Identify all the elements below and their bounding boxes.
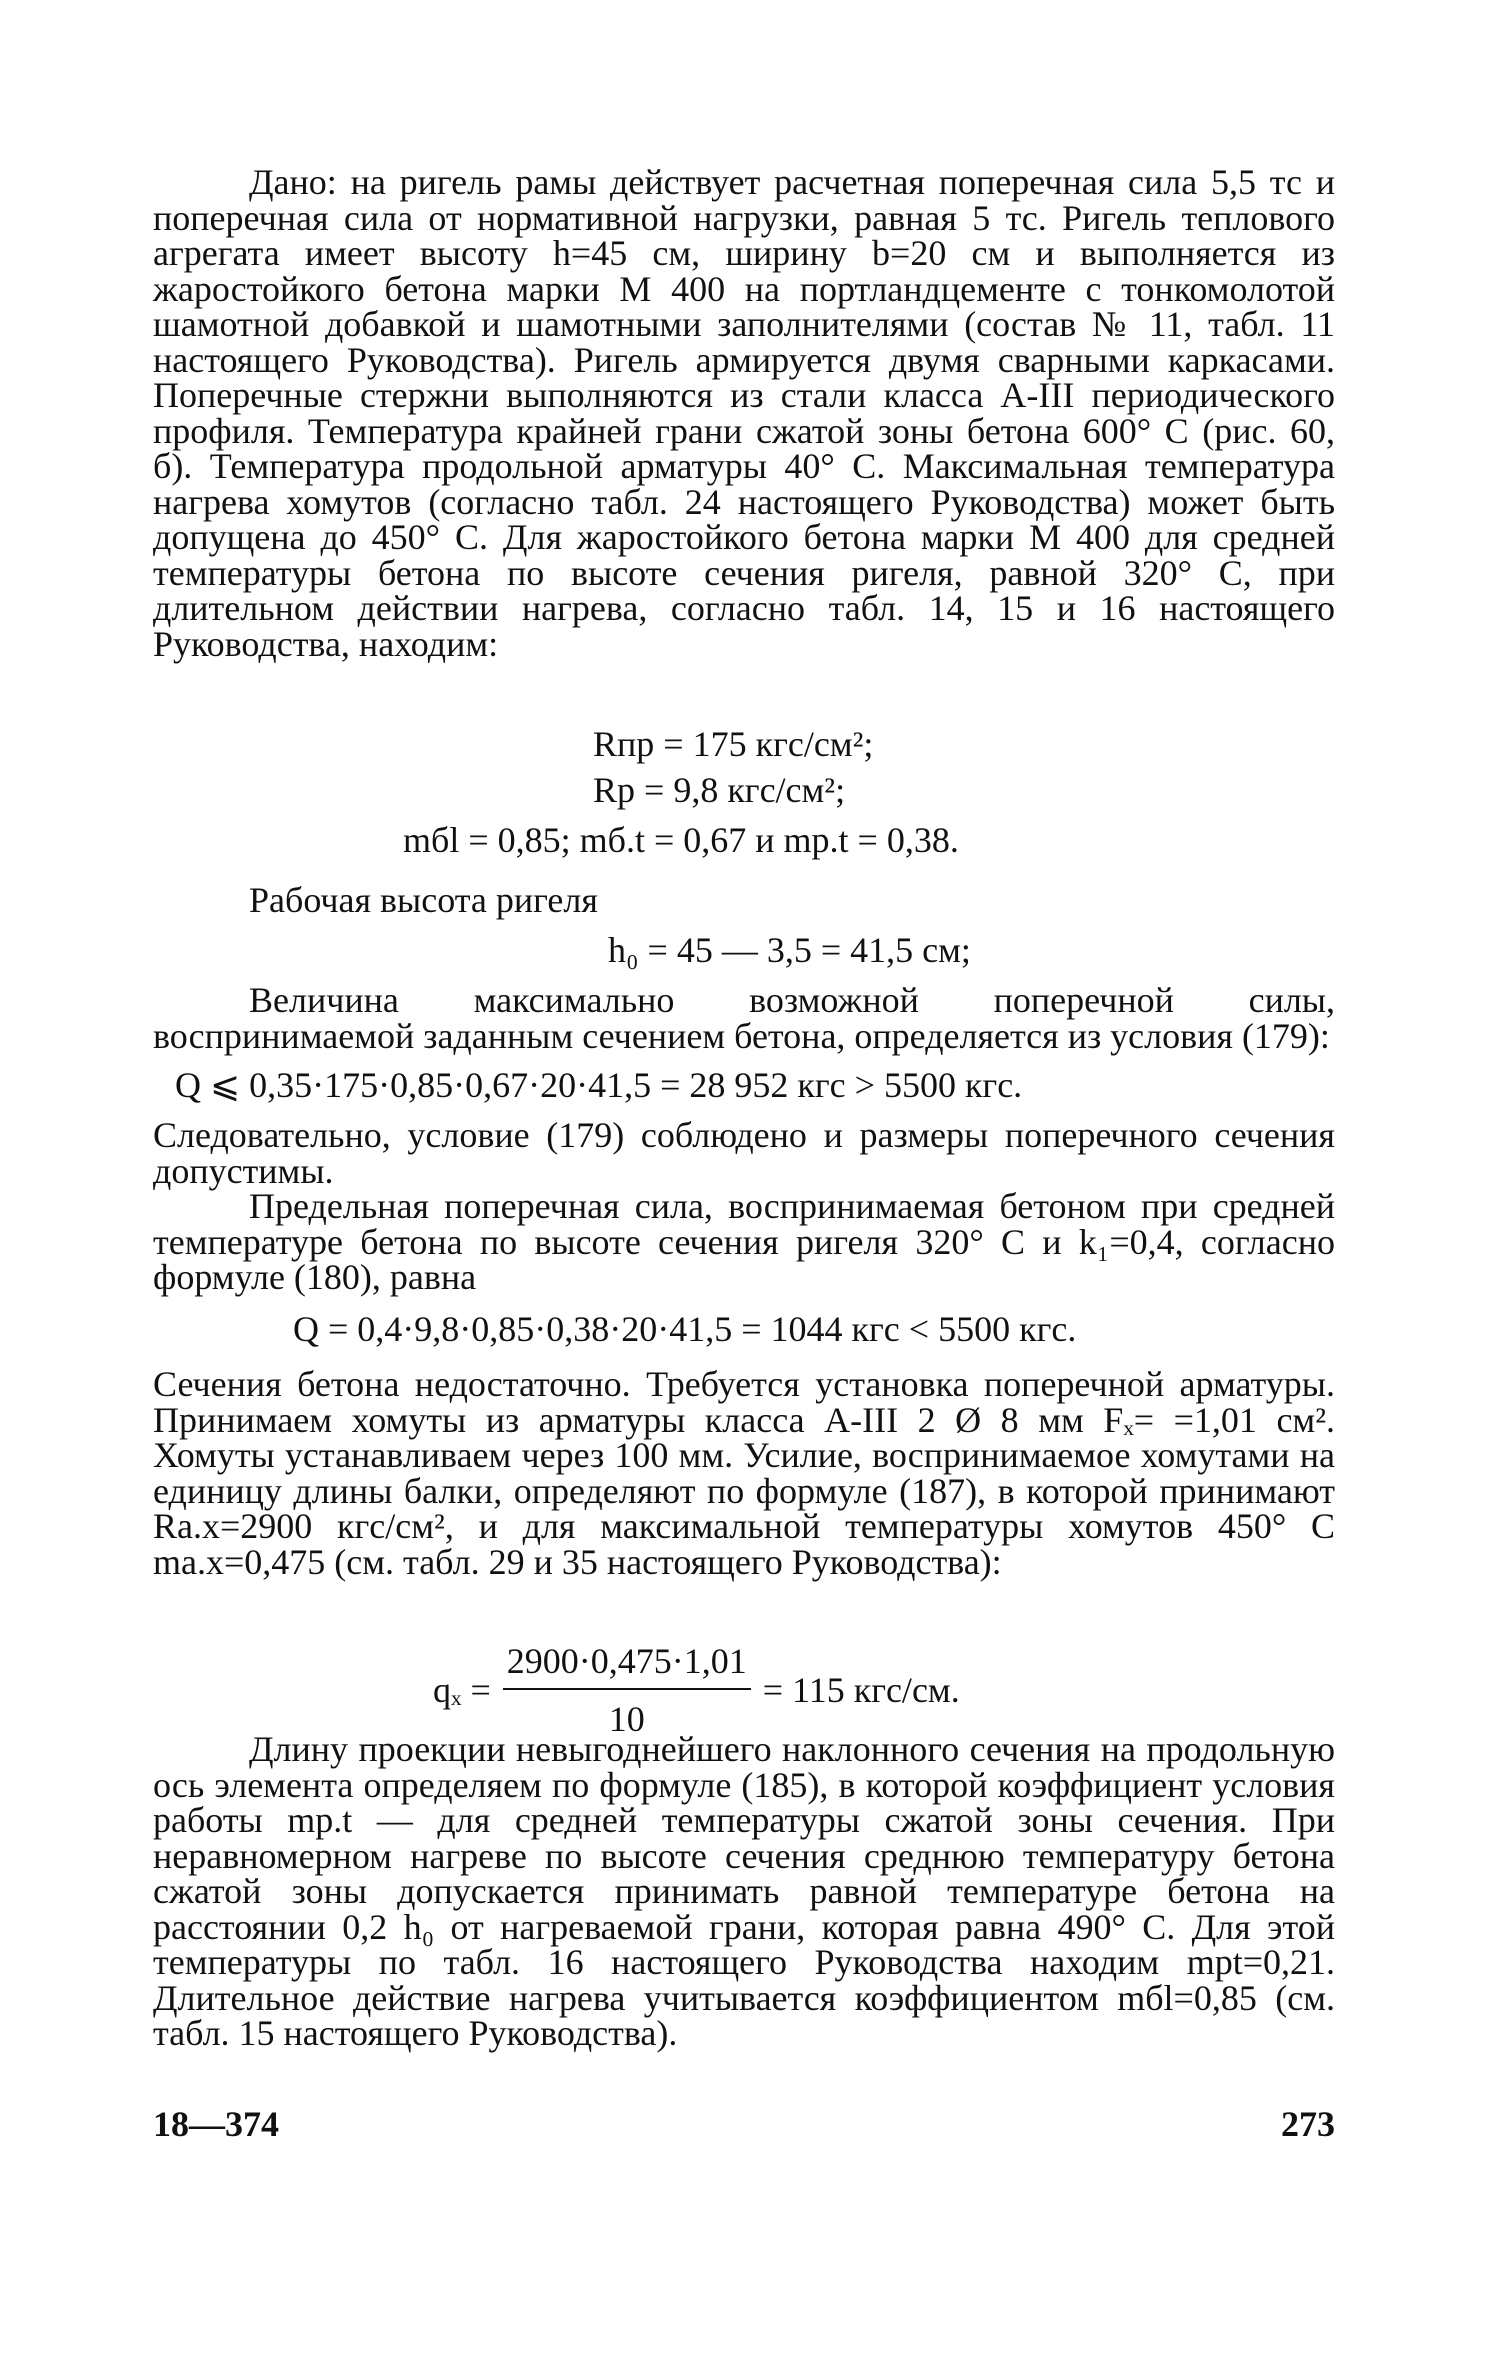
max-shear-block — [153, 980, 1335, 1056]
working-height-label: Рабочая высота ригеля — [249, 880, 598, 920]
insufficient-paragraph: Сечения бетона недостаточно. Требуется установка поперечной арматуры. Принимаем хомуты из арматуры класса А-III 2 Ø 8 мм Fₓ= =1,01 см². Хомуты устанавливаем через 100 мм. Усилие, воспринимаемое хомутами на единицу длины балки, определяют по формуле (187), в которой принимают Rа.х=2900 кгс/см², и для максимальной температуры хомутов 450° С mа.х=0,475 (см. табл. 29 и 35 настоящего Руководства): — [153, 1364, 1335, 1582]
insufficient-block — [153, 1364, 1335, 1582]
formula-q-limit: Q = 0,4·9,8·0,85·0,38·20·41,5 = 1044 кгс < 5500 кгс. — [293, 1309, 1077, 1349]
formula-h0: h₀ = 45 — 3,5 = 41,5 см; — [608, 930, 971, 970]
formula-qx-rhs: = 115 кгс/см. — [762, 1670, 960, 1710]
formula-qx-denominator: 10 — [608, 1699, 645, 1739]
projection-paragraph: Длину проекции невыгоднейшего наклонного сечения на продольную ось элемента определяем по формуле (185), в которой коэффициент условия работы mр.t — для средней температуры сжатой зоны сечения. При неравномерном нагреве по высоте сечения среднюю температуру бетона сжатой зоны допускается принимать равной температуре бетона на расстоянии 0,2 h₀ от нагреваемой грани, которая равна 490° С. Для этой температуры по табл. 16 настоящего Руководства находим mрt=0,21. Длительное действие нагрева учитывается коэффициентом mбl=0,85 (см. табл. 15 настоящего Руководства). — [153, 1729, 1335, 2053]
formula-qx-lhs: qₓ = — [433, 1670, 491, 1710]
given-paragraph-block — [153, 162, 1335, 664]
conclusion-paragraph: Следовательно, условие (179) соблюдено и размеры поперечного сечения допустимы. — [153, 1115, 1335, 1191]
limit-shear-paragraph: Предельная поперечная сила, воспринимаемая бетоном при средней температуре бетона по высоте сечения ригеля 320° С и k₁=0,4, согласно формуле (180), равна — [153, 1186, 1335, 1297]
formula-q-max: Q ⩽ 0,35·175·0,85·0,67·20·41,5 = 28 952 кгс > 5500 кгс. — [175, 1065, 1023, 1105]
page-number: 273 — [1281, 2104, 1335, 2144]
signature-mark: 18—374 — [153, 2104, 279, 2144]
formula-qx-fraction — [503, 1640, 751, 1740]
formula-qx — [433, 1640, 960, 1740]
conclusion-block — [153, 1115, 1335, 1297]
formula-coefficients: mбl = 0,85; mб.t = 0,67 и mр.t = 0,38. — [403, 820, 959, 860]
formula-qx-numerator: 2900·0,475·1,01 — [503, 1640, 751, 1690]
projection-block — [153, 1729, 1335, 2053]
formula-rp: Rр = 9,8 кгс/см²; — [593, 770, 846, 810]
given-paragraph: Дано: на ригель рамы действует расчетная поперечная сила 5,5 тс и поперечная сила от нормативной нагрузки, равная 5 тс. Ригель теплового агрегата имеет высоту h=45 см, ширину b=20 см и выполняется из жаростойкого бетона марки М 400 на портландцементе с тонкомолотой шамотной добавкой и шамотными заполнителями (состав № 11, табл. 11 настоящего Руководства). Ригель армируется двумя сварными каркасами. Поперечные стержни выполняются из стали класса А-III периодического профиля. Температура крайней грани сжатой зоны бетона 600° С (рис. 60, б). Температура продольной арматуры 40° С. Максимальная температура нагрева хомутов (согласно табл. 24 настоящего Руководства) может быть допущена до 450° С. Для жаростойкого бетона марки М 400 для средней температуры бетона по высоте сечения ригеля, равной 320° С, при длительном действии нагрева, согласно табл. 14, 15 и 16 настоящего Руководства, находим: — [153, 162, 1335, 664]
formula-rpr: Rпр = 175 кгс/см²; — [593, 724, 874, 764]
max-shear-paragraph: Величина максимально возможной поперечной силы, воспринимаемой заданным сечением бетона, определяется из условия (179): — [153, 980, 1335, 1056]
